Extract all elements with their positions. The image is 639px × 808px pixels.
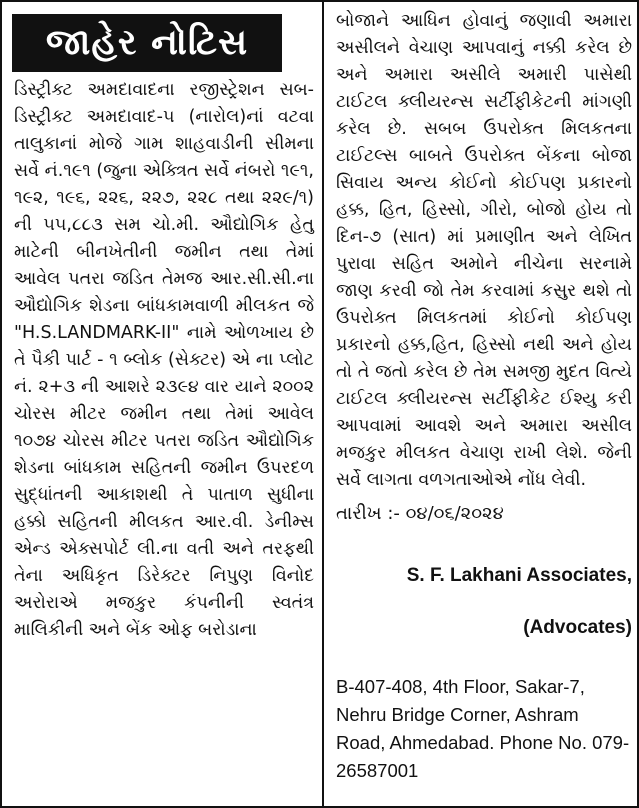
firm-block	[336, 537, 632, 667]
left-column	[14, 77, 314, 644]
notice-date: તારીખ :- ૦૪/૦૬/૨૦૨૪	[336, 503, 504, 524]
notice-body-left: ડિસ્ટ્રીક્ટ અમદાવાદના રજીસ્ટ્રેશન સબ-ડિસ્ટ્રીક્ટ અમદાવાદ-૫ (નારોલ)નાં વટવા તાલુકાનાં મોજે ગામ શાહવાડીની સીમના સર્વે નં.૧૯૧ (જુના એક્ત્રિત સર્વે નંબરો ૧૯૧, ૧૯૨, ૧૯૬, ૨૨૬, ૨૨૭, ૨૨૮ તથા ૨૨૯/૧) ની ૫૫,૮૮૩ સમ ચો.મી. ઔદ્યોગિક હેતુ માટેની બીનખેતીની જમીન તથા તેમાં આવેલ પતરા જડિત તેમજ આર.સી.સી.ના ઔદ્યોગિક શેડના બાંધકામવાળી મીલકત જે "H.S.LANDMARK-II" નામે ઓળખાય છે તે પૈકી પાર્ટ - ૧ બ્લોક (સેક્ટર) એ ના પ્લોટ નં. ૨+૩ ની આશરે ૨૩૯૪ વાર યાને ૨૦૦૨ ચોરસ મીટર જમીન તથા તેમાં આવેલ ૧૦૭૪ ચોરસ મીટર પતરા જડિત ઔદ્યોગિક શેડના બાંધકામ સહિતની જમીન ઉપરદળ સુદ્ધાંતની આકાશથી તે પાતાળ સુધીના હક્કો સહિતની મીલકત આર.વી. ડેનીમ્સ એન્ડ એક્સપોર્ટ લી.ના વતી અને તરફથી તેના અધિકૃત ડિરેક્ટર નિપુણ વિનોદ અરોરાએ મજકુર કંપનીની સ્વતંત્ર માલિકીની અને બેંક ઓફ બરોડાના	[14, 80, 314, 640]
firm-address: B-407-408, 4th Floor, Sakar-7, Nehru Bridge Corner, Ashram Road, Ahmedabad. Phone No. 079-26587001	[336, 676, 630, 781]
firm-name: S. F. Lakhani Associates,	[406, 565, 632, 586]
column-divider	[322, 2, 324, 806]
notice-body-right: બોજાને આધિન હોવાનું જણાવી અમારા અસીલને વેચાણ આપવાનું નક્કી કરેલ છે અને અમારા અસીલે અમારી પાસેથી ટાઈટલ ક્લીયરન્સ સર્ટીફીકેટની માંગણી કરેલ છે. સબબ ઉપરોક્ત મિલકતના ટાઈટલ્સ બાબતે ઉપરોક્ત બેંકના બોજા સિવાય અન્ય કોઈનો કોઈપણ પ્રકારનો હક્ક, હિત, હિસ્સો, ગીરો, બોજો હોય તો દિન-૭ (સાત) માં પ્રમાણીત અને લેખિત પુરાવા સહિત અમોને નીચેના સરનામે જાણ કરવી જો તેમ કરવામાં કસુર થશે તો ઉપરોક્ત મિલકતમાં કોઈનો કોઈપણ પ્રકારનો હક્ક,હિત, હિસ્સો નથી અને હોય તો તે જતો કરેલ છે તેમ સમજી મુદત વિત્યે ટાઈટલ ક્લીયરન્સ સર્ટીફીકેટ ઈશ્યુ કરી આપવામાં આવશે અને અમારા અસીલ મજકુર મીલકત વેચાણ રાખી લેશે. જેની સર્વે લાગતા વળગતાઓએ નોંધ લેવી.	[336, 11, 632, 490]
right-column	[336, 8, 632, 785]
firm-role: (Advocates)	[523, 617, 632, 638]
notice-title: જાહેર નોટિસ	[12, 14, 282, 72]
